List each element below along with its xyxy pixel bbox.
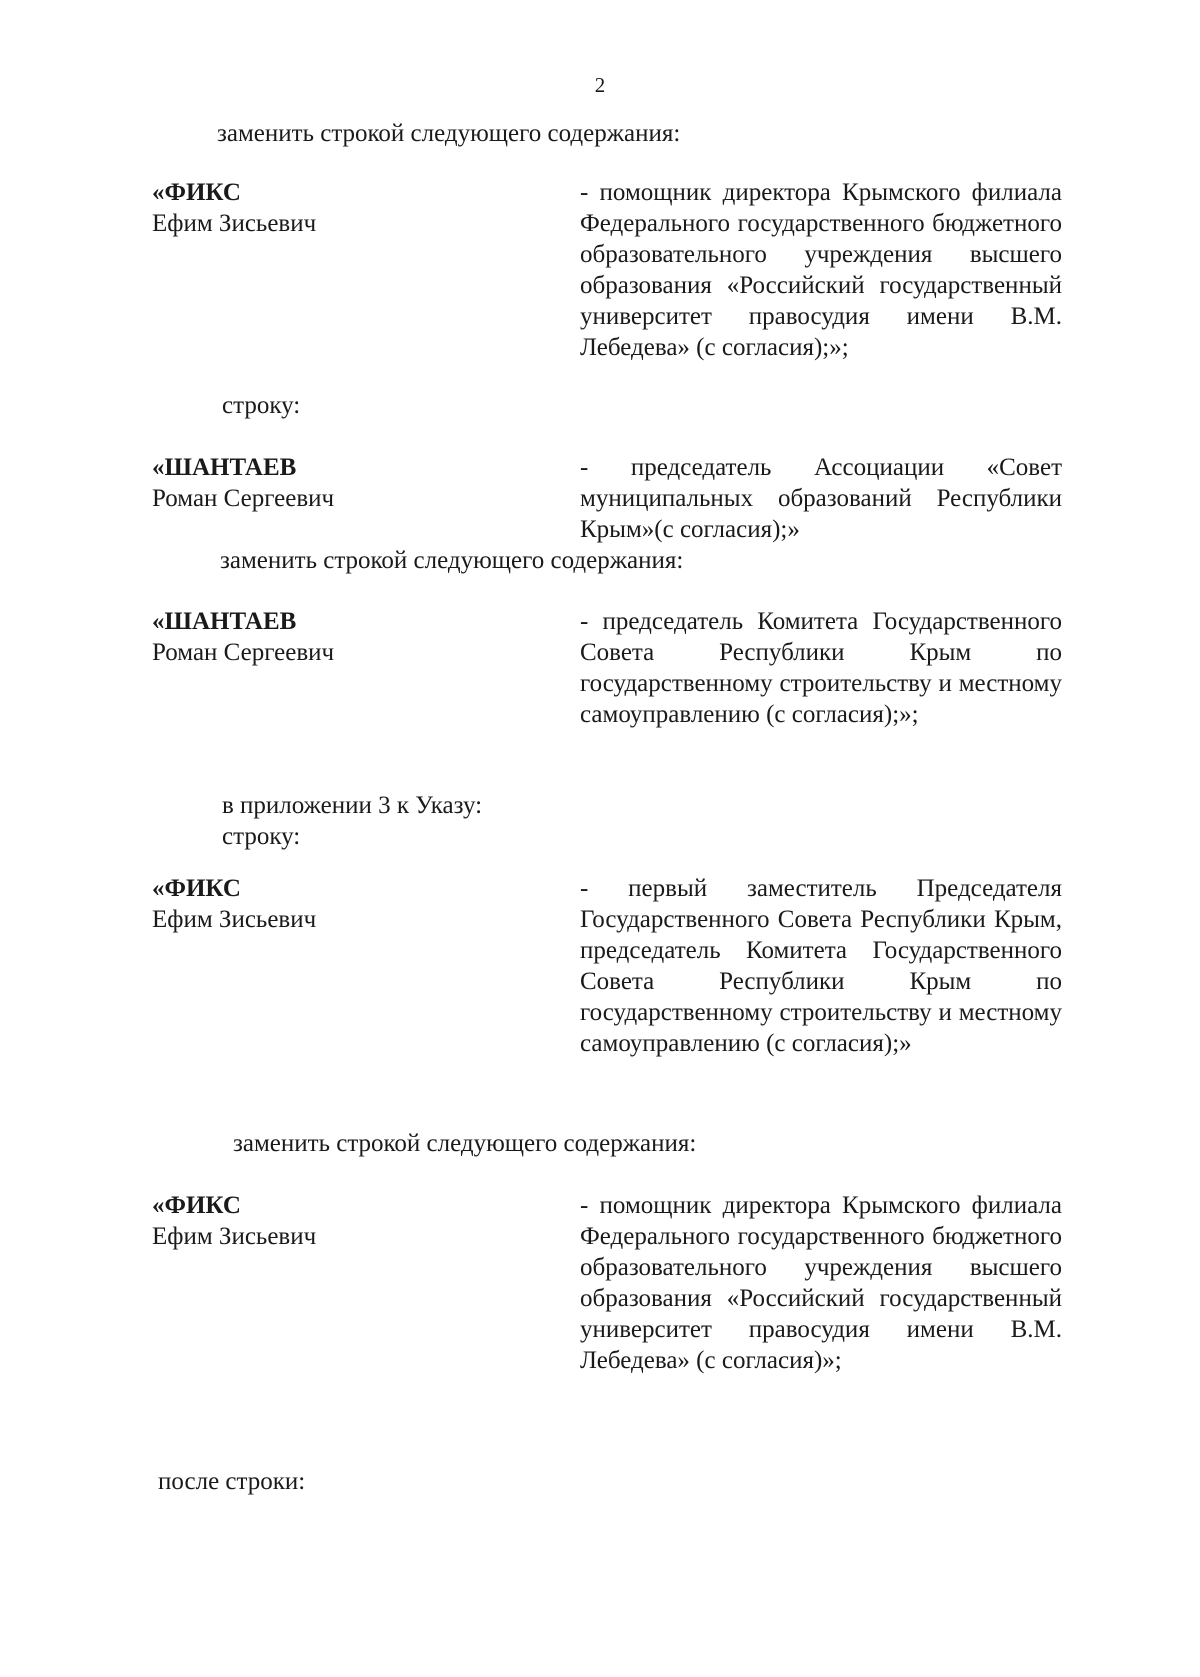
person-given-name: Роман Сергеевич xyxy=(152,639,335,666)
person-given-name: Ефим Зисьевич xyxy=(152,210,317,237)
person-surname: «ШАНТАЕВ xyxy=(152,608,297,635)
person-name xyxy=(152,873,532,935)
instruction-after-line: после строки: xyxy=(158,1468,306,1495)
person-surname: «ФИКС xyxy=(152,1192,241,1219)
person-name xyxy=(152,177,532,239)
instruction-replace-2: заменить строкой следующего содержания: xyxy=(220,547,684,574)
instruction-replace-3: заменить строкой следующего содержания: xyxy=(233,1130,697,1157)
person-surname: «ФИКС xyxy=(152,179,241,206)
instruction-replace-1: заменить строкой следующего содержания: xyxy=(217,120,681,147)
instruction-appendix: в приложении 3 к Указу: xyxy=(222,792,483,819)
person-name xyxy=(152,606,532,668)
person-position: - председатель Ассоциации «Совет муниципальных образований Республики Крым»(с согласия);» xyxy=(580,454,1062,543)
person-position: - первый заместитель Председателя Государственного Совета Республики Крым, председатель Комитета Государственного Совета Республики Крым по государственному строительству и местному самоуправлению (с согласия);» xyxy=(580,875,1062,1057)
person-given-name: Роман Сергеевич xyxy=(152,485,335,512)
person-surname: «ФИКС xyxy=(152,875,241,902)
page-number: 2 xyxy=(594,73,606,97)
person-given-name: Ефим Зисьевич xyxy=(152,1223,317,1250)
person-given-name: Ефим Зисьевич xyxy=(152,906,317,933)
person-name xyxy=(152,1190,532,1252)
person-surname: «ШАНТАЕВ xyxy=(152,454,297,481)
person-position: - помощник директора Крымского филиала Федерального государственного бюджетного образовательного учреждения высшего образования «Российский государственный университет правосудия имени В.М. Лебедева» (с согласия)»; xyxy=(580,1192,1062,1374)
instruction-line-1: строку: xyxy=(222,392,301,419)
person-name xyxy=(152,452,532,514)
person-position: - председатель Комитета Государственного Совета Республики Крым по государственному строительству и местному самоуправлению (с согласия);»; xyxy=(580,608,1062,728)
person-position: - помощник директора Крымского филиала Федерального государственного бюджетного образовательного учреждения высшего образования «Российский государственный университет правосудия имени В.М. Лебедева» (с согласия);»; xyxy=(580,179,1062,361)
instruction-line-2: строку: xyxy=(222,823,301,850)
